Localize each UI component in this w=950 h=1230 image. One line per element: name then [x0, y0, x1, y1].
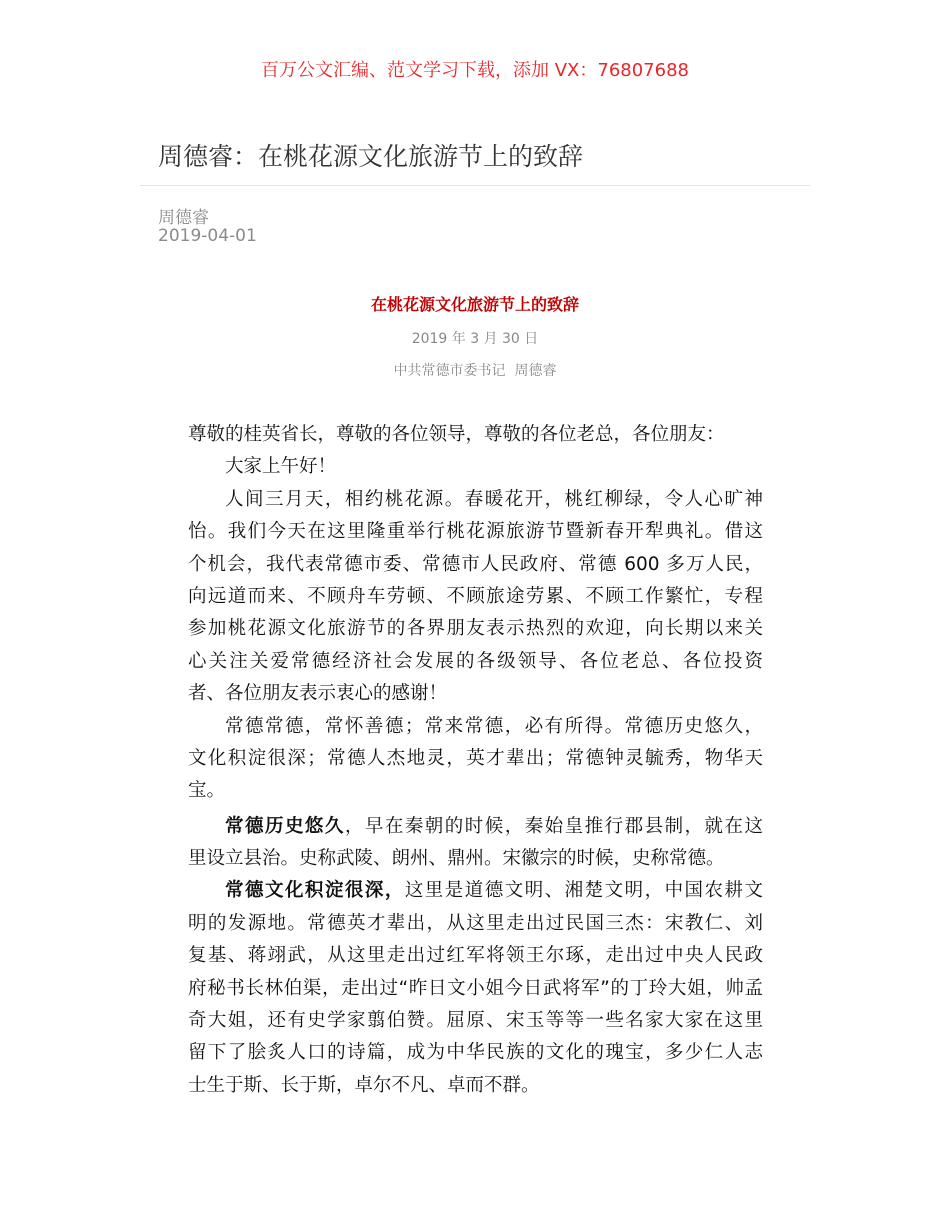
document-date: 2019 年 3 月 30 日 [411, 331, 539, 347]
promo-banner: 百万公文汇编、范文学习下载，添加 VX：76807688 [261, 60, 689, 81]
document-title: 在桃花源文化旅游节上的致辞 [370, 295, 579, 314]
bold-lead: 常德历史悠久 [225, 815, 345, 837]
body-line: 参加桃花源文化旅游节的各界朋友表示热烈的欢迎，向长期以来关 [188, 618, 763, 640]
body-line: 留下了脍炙人口的诗篇，成为中华民族的文化的瑰宝，多少仁人志 [188, 1042, 763, 1064]
body-line: 尊敬的桂英省长，尊敬的各位领导，尊敬的各位老总，各位朋友： [188, 424, 725, 445]
body-line: 奇大姐，还有史学家翦伯赞。屈原、宋玉等等一些名家大家在这里 [188, 1010, 763, 1032]
body-line: 里设立县治。史称武陵、朗州、鼎州。宋徽宗的时候，史称常德。 [188, 848, 725, 870]
document-body [188, 419, 763, 1102]
body-line: 人间三月天，相约桃花源。春暖花开，桃红柳绿，令人心旷神 [225, 488, 763, 510]
body-line: 复基、蒋翊武，从这里走出过红军将领王尔琢，走出过中央人民政 [188, 945, 763, 967]
body-line: 常德常德，常怀善德；常来常德，必有所得。常德历史悠久， [225, 715, 763, 737]
body-line: 心关注关爱常德经济社会发展的各级领导、各位老总、各位投资 [188, 650, 763, 672]
article-author: 周德睿 [158, 208, 209, 228]
body-text: ，早在秦朝的时候，秦始皇推行郡县制，就在这 [344, 815, 763, 837]
body-line: 士生于斯、长于斯，卓尔不凡、卓而不群。 [188, 1074, 540, 1096]
body-line: 明的发源地。常德英才辈出，从这里走出过民国三杰：宋教仁、刘 [188, 912, 763, 934]
body-line: 文化积淀很深；常德人杰地灵，英才辈出；常德钟灵毓秀，物华天 [188, 747, 763, 769]
body-line: 宝。 [188, 780, 226, 802]
body-text: 这里是道德文明、湘楚文明，中国农耕文 [404, 880, 763, 902]
body-line: 怡。我们今天在这里隆重举行桃花源旅游节暨新春开犁典礼。借这 [188, 521, 763, 543]
bold-lead: 常德文化积淀很深， [225, 880, 405, 902]
body-line [188, 875, 763, 907]
body-line: 府秘书长林伯渠，走出过“昨日文小姐今日武将军”的丁玲大姐，帅孟 [188, 977, 763, 999]
body-line: 大家上午好！ [225, 456, 337, 478]
article-title: 周德睿：在桃花源文化旅游节上的致辞 [158, 142, 584, 171]
document-byline: 中共常德市委书记 周德睿 [393, 363, 557, 379]
body-line [188, 811, 763, 843]
body-line: 者、各位朋友表示衷心的感谢！ [188, 683, 448, 705]
body-line: 个机会，我代表常德市委、常德市人民政府、常德 600 多万人民， [188, 553, 763, 575]
body-line: 向远道而来、不顾舟车劳顿、不顾旅途劳累、不顾工作繁忙，专程 [188, 585, 763, 607]
divider [140, 185, 810, 186]
article-date: 2019-04-01 [158, 226, 257, 246]
